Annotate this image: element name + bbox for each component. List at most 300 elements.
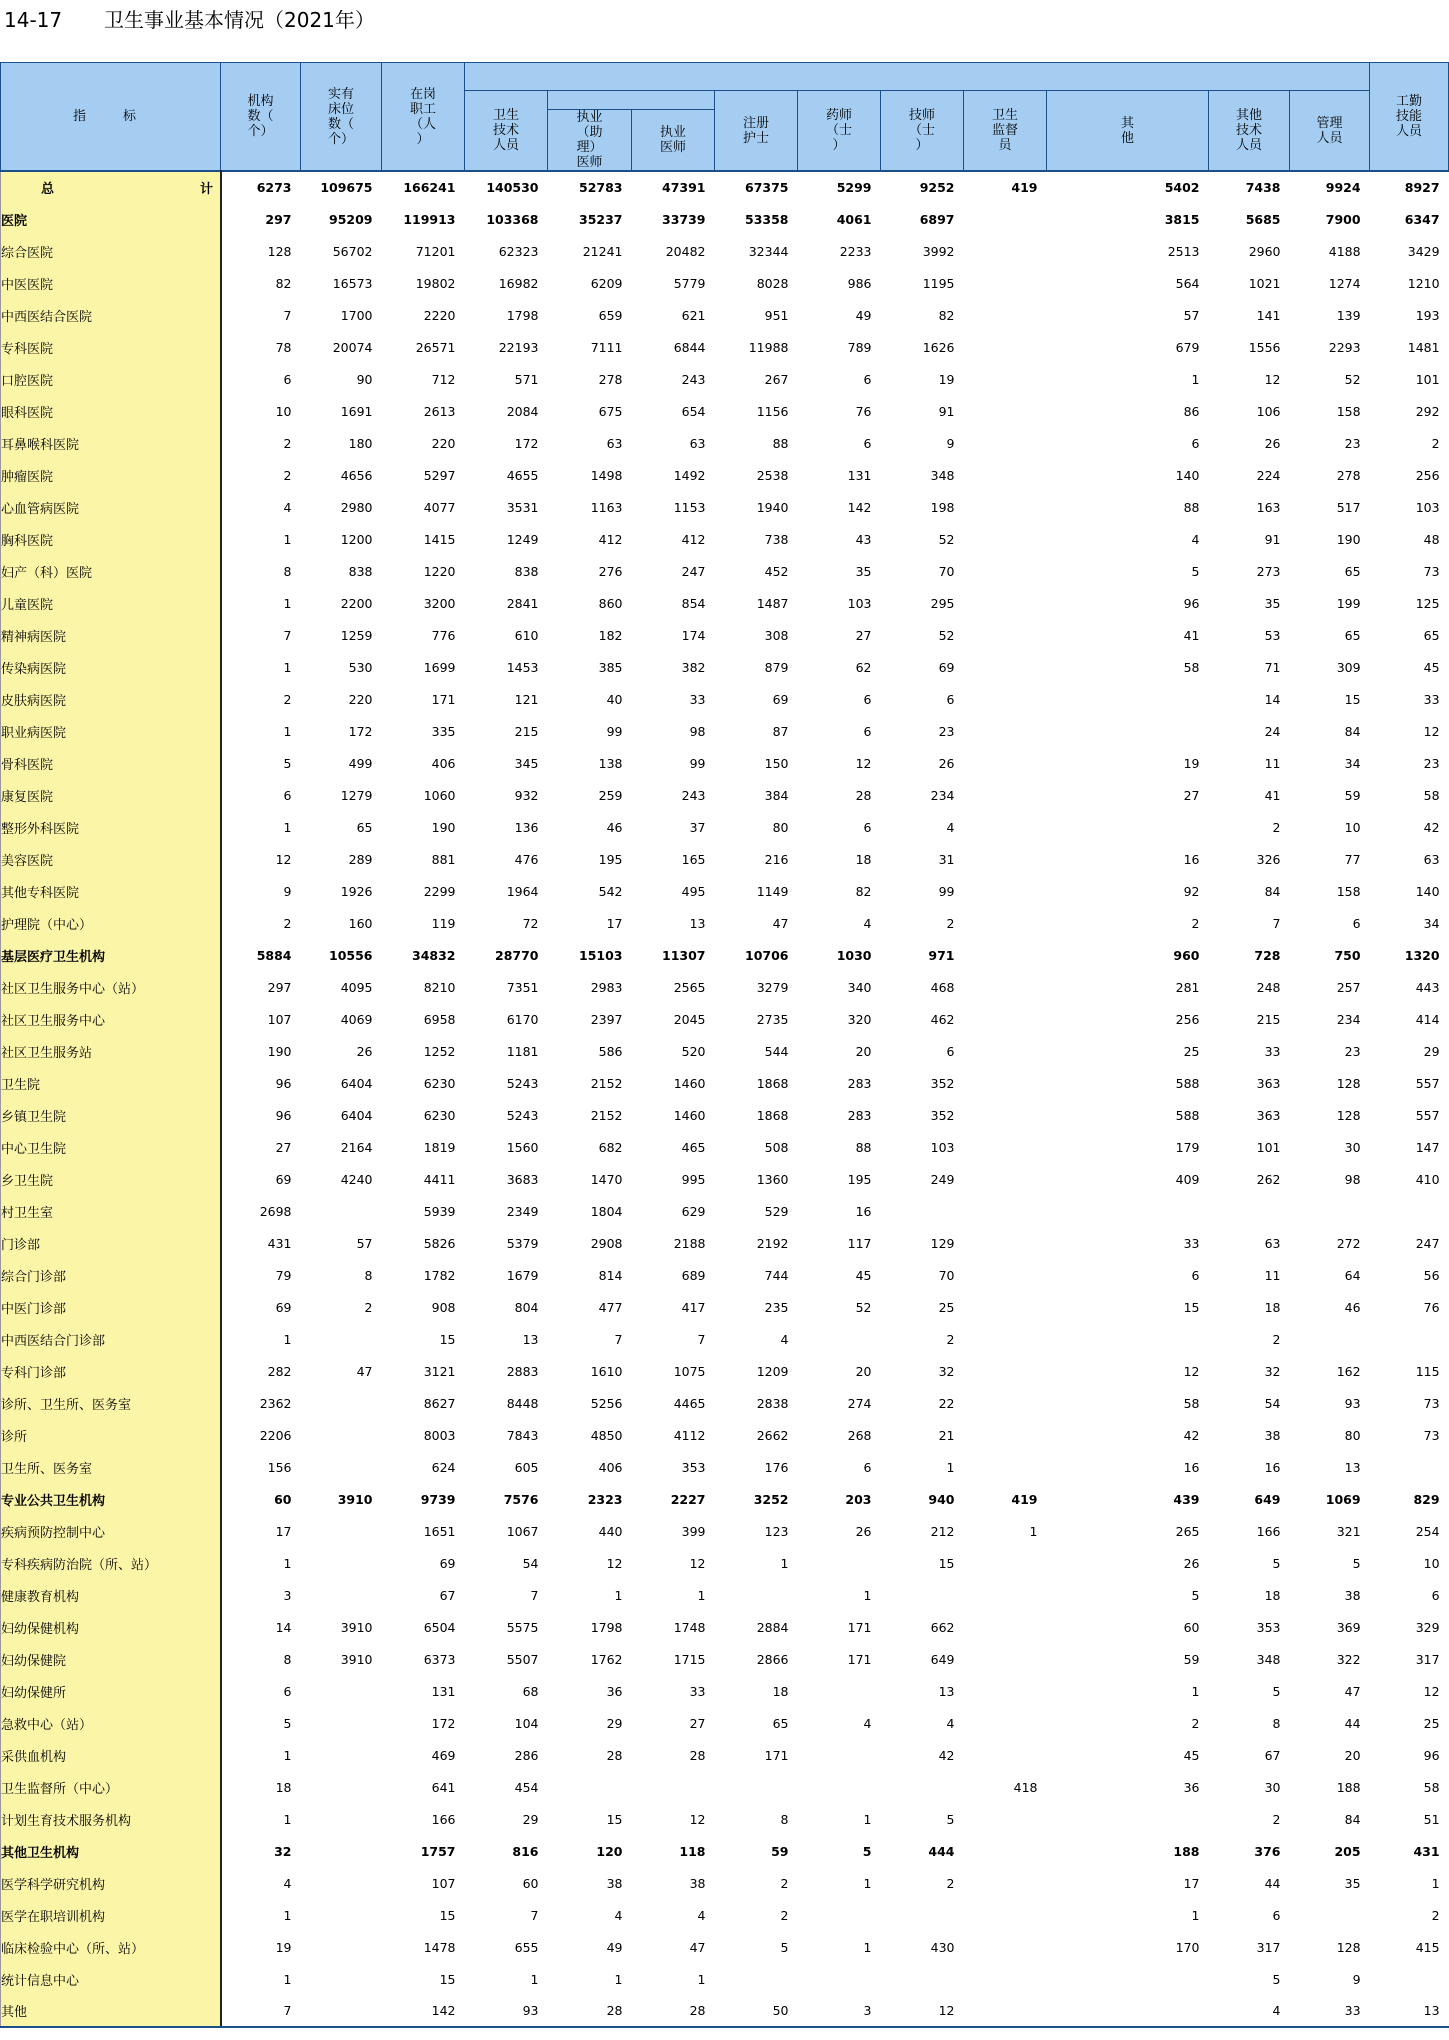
cell-value: 107 [431,1875,456,1891]
cell-value: 32344 [748,243,789,259]
cell-value: 65 [1423,627,1440,643]
cell-value: 36 [1183,1779,1200,1795]
cell-value: 2188 [673,1235,706,1251]
cell-value: 8210 [423,979,456,995]
table-row [1,555,1449,587]
cell-value: 52 [938,627,955,643]
cell-value [964,203,1047,235]
cell-value [881,1771,964,1803]
cell-value: 1149 [756,883,789,899]
cell-value: 3683 [506,1171,539,1187]
table-row [1,875,1449,907]
cell-value [964,331,1047,363]
cell-value: 38 [606,1875,623,1891]
cell-value: 262 [1256,1171,1281,1187]
cell-value: 1 [697,1971,706,1987]
cell-value: 22193 [498,339,539,355]
row-label: 疾病预防控制中心 [1,1515,221,1547]
cell-value: 1626 [922,339,955,355]
cell-value [1370,1963,1449,1995]
cell-value: 190 [267,1043,292,1059]
cell-value: 281 [1175,979,1200,995]
cell-value: 348 [930,467,955,483]
cell-value: 119 [431,915,456,931]
cell-value: 11307 [662,947,706,963]
table-row [1,1291,1449,1323]
cell-value [798,1675,881,1707]
cell-value: 73 [1423,563,1440,579]
row-label: 医院 [1,203,221,235]
cell-value: 44 [1344,1715,1361,1731]
cell-value: 106 [1256,403,1281,419]
cell-value: 205 [1334,1843,1361,1859]
cell-value: 7351 [506,979,539,995]
cell-value: 171 [847,1651,872,1667]
cell-value: 2349 [506,1203,539,1219]
cell-value: 257 [1336,979,1361,995]
cell-value: 662 [930,1619,955,1635]
cell-value: 495 [681,883,706,899]
cell-value [964,1579,1047,1611]
cell-value: 52783 [548,171,632,203]
cell-value: 15 [439,1971,456,1987]
cell-value [964,651,1047,683]
cell-value: 10 [1344,819,1361,835]
cell-value: 8028 [756,275,789,291]
cell-value: 1156 [756,403,789,419]
cell-value: 1060 [423,787,456,803]
cell-value: 564 [1175,275,1200,291]
cell-value: 586 [598,1043,623,1059]
cell-value: 477 [598,1299,623,1315]
cell-value [964,1995,1047,2027]
cell-value: 80 [1344,1427,1361,1443]
row-label: 肿瘤医院 [1,459,221,491]
row-label: 骨科医院 [1,747,221,779]
cell-value: 1651 [423,1523,456,1539]
cell-value: 4 [1209,1995,1290,2027]
cell-value: 9 [283,883,292,899]
cell-value: 4077 [423,499,456,515]
header-group-spacer [465,63,1370,91]
cell-value: 19802 [415,275,456,291]
cell-value [301,1963,382,1995]
cell-value: 142 [847,499,872,515]
cell-value [881,1195,964,1227]
cell-value: 63 [1423,851,1440,867]
cell-value [964,1419,1047,1451]
cell-value: 67375 [715,171,798,203]
cell-value: 99 [938,883,955,899]
cell-value: 7 [530,1587,539,1603]
cell-value: 1 [1191,1907,1200,1923]
cell-value: 605 [514,1459,539,1475]
cell-value: 60 [1183,1619,1200,1635]
cell-value: 84 [1344,723,1361,739]
cell-value: 62323 [498,243,539,259]
cell-value: 9924 [1290,171,1370,203]
cell-value [964,1611,1047,1643]
cell-value: 162 [1336,1363,1361,1379]
table-row [1,1163,1449,1195]
cell-value: 2983 [590,979,623,995]
cell-value: 91 [938,403,955,419]
cell-value [964,1835,1047,1867]
table-row [1,1355,1449,1387]
cell-value [964,395,1047,427]
cell-value: 35 [1344,1875,1361,1891]
cell-value: 1030 [836,947,872,963]
cell-value: 47391 [632,171,715,203]
row-label: 中医医院 [1,267,221,299]
cell-value: 2960 [1248,243,1281,259]
cell-value [301,1387,382,1419]
cell-value: 624 [431,1459,456,1475]
cell-value: 610 [514,627,539,643]
cell-value: 15103 [579,947,623,963]
cell-value [301,1515,382,1547]
cell-value: 71201 [415,243,456,259]
cell-value: 62 [855,659,872,675]
cell-value: 2 [1431,435,1440,451]
cell-value: 44 [1264,1875,1281,1891]
row-label: 妇产（科）医院 [1,555,221,587]
cell-value [964,491,1047,523]
cell-value: 7 [1272,915,1281,931]
cell-value: 172 [431,1715,456,1731]
cell-value: 103 [847,595,872,611]
cell-value: 659 [598,307,623,323]
cell-value: 860 [598,595,623,611]
cell-value: 750 [1334,947,1361,963]
cell-value: 256 [1175,1011,1200,1027]
row-label: 职业病医院 [1,715,221,747]
cell-value: 45 [1183,1747,1200,1763]
cell-value: 329 [1415,1619,1440,1635]
cell-value: 4656 [340,467,373,483]
cell-value: 995 [681,1171,706,1187]
cell-value [964,1355,1047,1387]
cell-value: 5939 [423,1203,456,1219]
cell-value: 443 [1415,979,1440,995]
cell-value: 1 [863,1587,872,1603]
cell-value: 3910 [340,1651,373,1667]
cell-value: 689 [681,1267,706,1283]
cell-value: 2227 [670,1491,706,1507]
cell-value: 1868 [756,1075,789,1091]
cell-value: 58 [1183,659,1200,675]
row-label: 门诊部 [1,1227,221,1259]
cell-value: 27 [275,1139,292,1155]
cell-value: 15 [938,1555,955,1571]
cell-value: 64 [1344,1267,1361,1283]
cell-value: 406 [598,1459,623,1475]
cell-value: 176 [764,1459,789,1475]
row-label: 乡卫生院 [1,1163,221,1195]
cell-value: 321 [1336,1523,1361,1539]
cell-value: 7 [221,1995,301,2027]
cell-value [964,1067,1047,1099]
cell-value: 41 [1183,627,1200,643]
cell-value: 16 [855,1203,872,1219]
cell-value: 2908 [590,1235,623,1251]
cell-value [964,1867,1047,1899]
cell-value: 65 [772,1715,789,1731]
cell-value: 193 [1415,307,1440,323]
cell-value: 172 [348,723,373,739]
cell-value: 8 [283,1651,292,1667]
cell-value: 10706 [745,947,789,963]
cell-value: 5 [283,755,292,771]
cell-value: 1762 [590,1651,623,1667]
cell-value: 5685 [1245,211,1281,227]
row-label: 采供血机构 [1,1739,221,1771]
cell-value: 63 [606,435,623,451]
cell-value: 431 [1413,1843,1440,1859]
cell-value: 77 [1344,851,1361,867]
cell-value: 2 [364,1299,373,1315]
cell-value [964,1931,1047,1963]
cell-value: 42 [1183,1427,1200,1443]
row-label: 美容医院 [1,843,221,875]
cell-value: 5 [1352,1555,1361,1571]
cell-value: 1 [283,723,292,739]
cell-value: 6 [283,1683,292,1699]
cell-value: 12 [1423,1683,1440,1699]
row-label: 总 计 [1,171,221,203]
row-label: 诊所 [1,1419,221,1451]
cell-value: 30 [1264,1779,1281,1795]
cell-value [964,907,1047,939]
row-label: 其他专科医院 [1,875,221,907]
table-row [1,779,1449,811]
cell-value [1047,1195,1209,1227]
cell-value: 5 [780,1939,789,1955]
cell-value: 557 [1415,1107,1440,1123]
cell-value: 452 [764,563,789,579]
row-label: 康复医院 [1,779,221,811]
cell-value: 86 [1183,403,1200,419]
cell-value: 1610 [590,1363,623,1379]
cell-value: 6 [1431,1587,1440,1603]
cell-value: 9252 [881,171,964,203]
cell-value [1047,811,1209,843]
cell-value: 93 [1344,1395,1361,1411]
cell-value: 19 [938,371,955,387]
cell-value: 2152 [590,1107,623,1123]
cell-value: 19 [1183,755,1200,771]
table-row [1,427,1449,459]
cell-value: 6844 [673,339,706,355]
cell-value: 98 [689,723,706,739]
cell-value [964,811,1047,843]
cell-value: 10 [1423,1555,1440,1571]
cell-value: 2 [283,691,292,707]
cell-value: 2397 [590,1011,623,1027]
cell-value: 1498 [590,467,623,483]
cell-value: 384 [764,787,789,803]
cell-value: 87 [772,723,789,739]
cell-value: 96 [275,1107,292,1123]
cell-value: 60 [522,1875,539,1891]
cell-value: 3252 [753,1491,789,1507]
cell-value [301,1899,382,1931]
cell-value: 2735 [756,1011,789,1027]
cell-value [964,1387,1047,1419]
cell-value: 84 [1264,883,1281,899]
cell-value: 4188 [1328,243,1361,259]
cell-value [964,747,1047,779]
cell-value: 26571 [415,339,456,355]
cell-value: 6 [863,371,872,387]
table-row [1,203,1449,235]
cell-value: 2323 [587,1491,623,1507]
table-row [1,651,1449,683]
cell-value: 5299 [798,171,881,203]
cell-value: 12 [275,851,292,867]
cell-value [881,1899,964,1931]
cell-value: 6404 [340,1075,373,1091]
row-label: 专科医院 [1,331,221,363]
cell-value: 274 [847,1395,872,1411]
cell-value [964,1291,1047,1323]
cell-value: 7111 [590,339,623,355]
cell-value: 147 [1415,1139,1440,1155]
cell-value: 259 [598,787,623,803]
cell-value: 932 [514,787,539,803]
cell-value: 54 [1264,1395,1281,1411]
cell-value [798,1739,881,1771]
cell-value: 908 [431,1299,456,1315]
cell-value: 4095 [340,979,373,995]
cell-value: 2206 [259,1427,292,1443]
cell-value: 8627 [423,1395,456,1411]
cell-value: 412 [598,531,623,547]
cell-value: 6 [1191,435,1200,451]
cell-value: 65 [1344,563,1361,579]
cell-value [964,427,1047,459]
cell-value: 16982 [498,275,539,291]
cell-value: 12 [1423,723,1440,739]
cell-value [964,1675,1047,1707]
table-row [1,1323,1449,1355]
table-row [1,1259,1449,1291]
table-row [1,1611,1449,1643]
cell-value: 322 [1336,1651,1361,1667]
cell-value: 12 [881,1995,964,2027]
cell-value [964,1899,1047,1931]
cell-value: 352 [930,1107,955,1123]
cell-value: 235 [764,1299,789,1315]
cell-value: 4 [283,499,292,515]
cell-value: 52 [1344,371,1361,387]
table-row [1,1739,1449,1771]
cell-value: 621 [681,307,706,323]
cell-value: 13 [1370,1995,1449,2027]
cell-value: 971 [928,947,955,963]
cell-value: 419 [1011,1491,1038,1507]
table-row [1,939,1449,971]
cell-value: 454 [514,1779,539,1795]
cell-value: 243 [681,371,706,387]
cell-value: 96 [1423,1747,1440,1763]
cell-value: 5402 [1047,171,1209,203]
cell-value: 35 [855,563,872,579]
cell-value: 4655 [506,467,539,483]
cell-value: 8 [283,563,292,579]
cell-value: 2 [1431,1907,1440,1923]
cell-value: 67 [1264,1747,1281,1763]
cell-value: 118 [679,1843,706,1859]
cell-value: 8927 [1370,171,1449,203]
cell-value: 4 [697,1907,706,1923]
cell-value: 23 [938,723,955,739]
cell-value: 166241 [382,171,465,203]
cell-value: 16 [1183,851,1200,867]
cell-value [964,1707,1047,1739]
cell-value: 1748 [673,1619,706,1635]
cell-value: 5575 [506,1619,539,1635]
cell-value: 47 [772,915,789,931]
row-label: 妇幼保健院 [1,1643,221,1675]
cell-value: 649 [930,1651,955,1667]
row-label: 其他卫生机构 [1,1835,221,1867]
cell-value: 4 [780,1331,789,1347]
cell-value: 20 [855,1043,872,1059]
cell-value [964,1739,1047,1771]
cell-value: 9 [946,435,955,451]
row-label: 中西医结合医院 [1,299,221,331]
cell-value: 99 [606,723,623,739]
cell-value: 508 [764,1139,789,1155]
cell-value: 20 [855,1363,872,1379]
cell-value: 2220 [423,307,456,323]
cell-value: 1757 [420,1843,456,1859]
header-managers: 管理 人员 [1290,91,1370,172]
cell-value: 65 [1344,627,1361,643]
cell-value: 1804 [590,1203,623,1219]
cell-value: 5243 [506,1107,539,1123]
cell-value: 35 [1264,595,1281,611]
table-title: 卫生事业基本情况（2021年） [104,8,375,32]
page-title [4,6,375,34]
cell-value: 728 [1254,947,1281,963]
cell-value: 2 [946,915,955,931]
cell-value: 1 [863,1811,872,1827]
cell-value: 1819 [423,1139,456,1155]
cell-value: 829 [1413,1491,1440,1507]
cell-value: 1279 [340,787,373,803]
cell-value: 6958 [423,1011,456,1027]
cell-value: 166 [431,1811,456,1827]
cell-value: 48 [1423,531,1440,547]
cell-value: 1249 [506,531,539,547]
cell-value: 1 [283,819,292,835]
cell-value [1047,1323,1209,1355]
table-row [1,1451,1449,1483]
cell-value: 409 [1175,1171,1200,1187]
cell-value: 188 [1336,1779,1361,1795]
table-row [1,1707,1449,1739]
cell-value: 99 [689,755,706,771]
cell-value: 2299 [423,883,456,899]
cell-value: 789 [847,339,872,355]
cell-value: 199 [1336,595,1361,611]
cell-value: 49 [606,1939,623,1955]
cell-value: 3910 [340,1619,373,1635]
cell-value: 6209 [590,275,623,291]
cell-value: 45 [1423,659,1440,675]
